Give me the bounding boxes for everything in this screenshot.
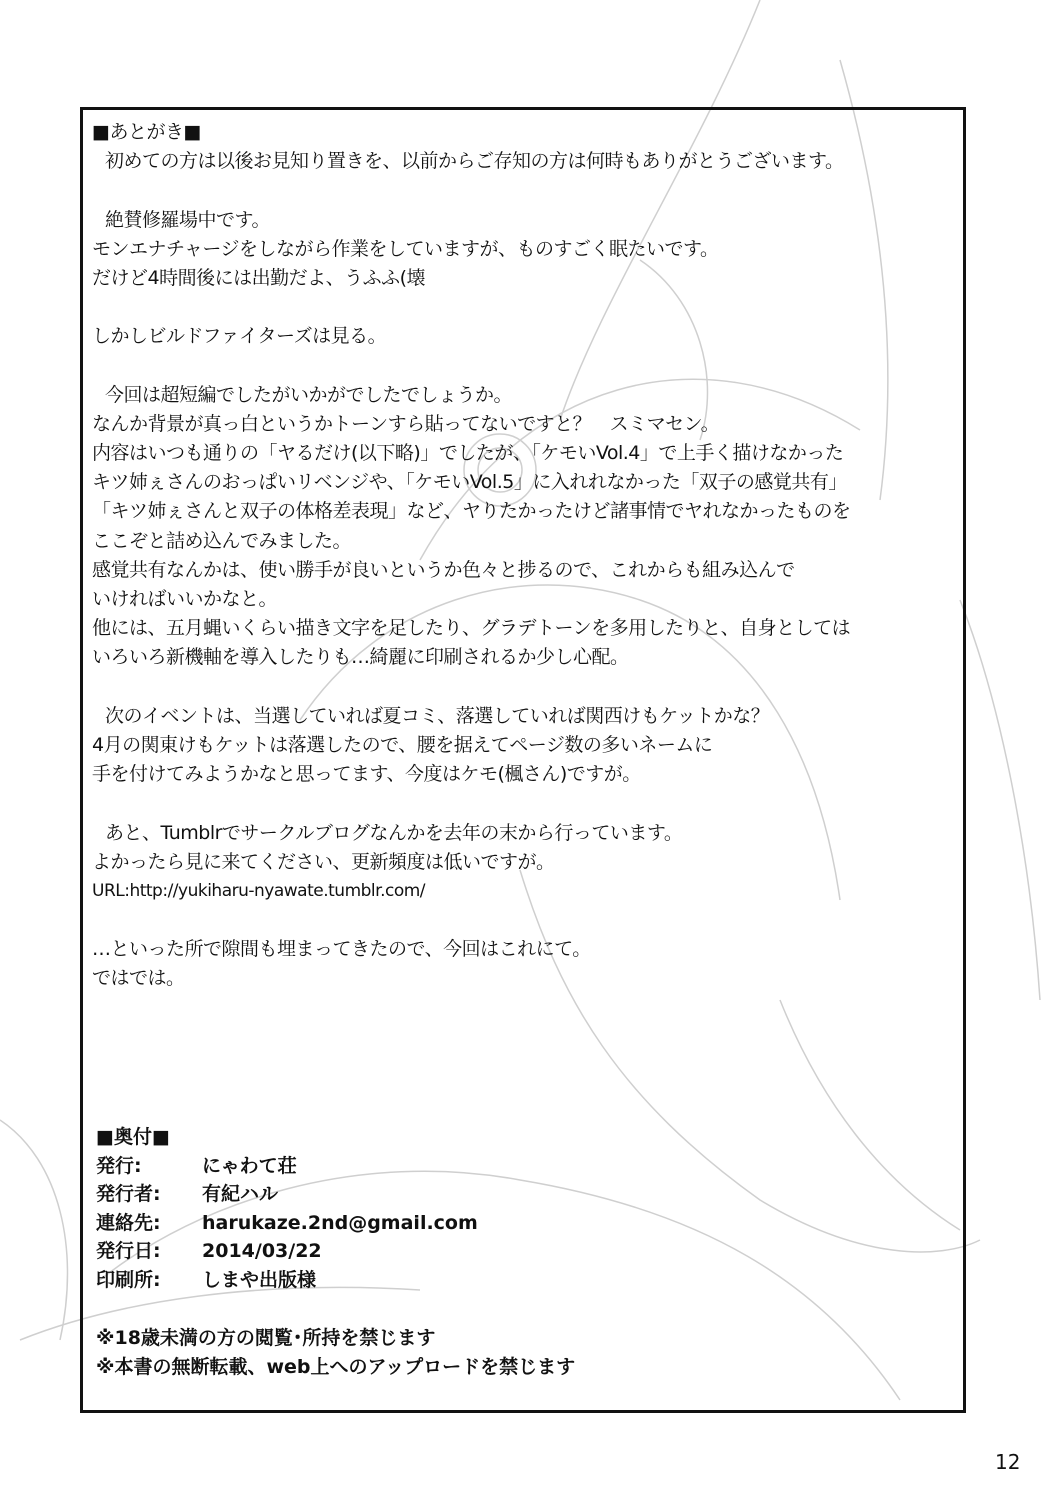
- afterword-line: いろいろ新機軸を導入したりも…綺麗に印刷されるか少し心配。: [92, 646, 629, 669]
- afterword-line: 4月の関東けもケットは落選したので、腰を据えてページ数の多いネームに: [92, 733, 713, 756]
- afterword-line: いければいいかなと。: [92, 588, 278, 610]
- reproduction-warning: ※本書の無断転載、web上へのアップロードを禁じます: [96, 1356, 576, 1378]
- colophon-row-contact: [96, 1209, 478, 1238]
- afterword-line: 絶賛修羅場中です。: [105, 208, 270, 231]
- colophon-row-publisher: [96, 1152, 478, 1181]
- colophon-value: にゃわて荘: [202, 1154, 297, 1177]
- colophon-value: 2014/03/22: [202, 1240, 322, 1263]
- colophon-row-author: [96, 1180, 478, 1209]
- afterword-line: だけど4時間後には出勤だよ、うふふ(壊: [92, 266, 426, 289]
- colophon-section: [96, 1123, 478, 1295]
- age-warning: ※18歳未満の方の閲覧･所持を禁じます: [96, 1327, 436, 1349]
- colophon-heading: ■奥付■: [96, 1126, 170, 1148]
- colophon-label: 連絡先:: [96, 1211, 161, 1234]
- afterword-line: ここぞと詰め込んでみました。: [92, 529, 352, 552]
- afterword-section: [92, 118, 952, 994]
- afterword-line: 感覚共有なんかは、使い勝手が良いというか色々と捗るので、これからも組み込んで: [92, 558, 795, 581]
- blog-url: URL:http://yukiharu-nyawate.tumblr.com/: [92, 880, 426, 901]
- afterword-line: なんか背景が真っ白というかトーンすら貼ってないですと？ スミマセン。: [92, 412, 720, 435]
- colophon-label: 発行者:: [96, 1183, 161, 1206]
- colophon-row-date: [96, 1237, 478, 1266]
- afterword-line: 今回は超短編でしたがいかがでしたでしょうか。: [105, 383, 513, 406]
- afterword-line: あと、Tumblrでサークルブログなんかを去年の末から行っています。: [105, 821, 683, 844]
- afterword-line: よかったら見に来てください、更新頻度は低いですが。: [92, 850, 555, 873]
- colophon-label: 発行:: [96, 1154, 142, 1177]
- colophon-label: 印刷所:: [96, 1268, 161, 1291]
- page-number: 12: [995, 1450, 1021, 1474]
- warnings: [96, 1324, 575, 1382]
- afterword-line: 他には、五月蝿いくらい描き文字を足したり、グラデトーンを多用したりと、自身としては: [92, 617, 851, 640]
- colophon-value: しまや出版様: [202, 1268, 317, 1291]
- afterword-line: キツ姉ぇさんのおっぱいリベンジや、「ケモいVol.5」に入れれなかった「双子の感覚共有」: [92, 471, 847, 494]
- afterword-line: 次のイベントは、当選していれば夏コミ、落選していれば関西けもケットかな？: [105, 704, 770, 727]
- afterword-line: モンエナチャージをしながら作業をしていますが、ものすごく眠たいです。: [92, 237, 719, 260]
- colophon-value: harukaze.2nd@gmail.com: [202, 1211, 478, 1234]
- afterword-heading: ■あとがき■: [92, 121, 201, 143]
- afterword-line: 初めての方は以後お見知り置きを、以前からご存知の方は何時もありがとうございます。: [105, 150, 844, 173]
- afterword-line: 手を付けてみようかなと思ってます、今度はケモ(楓さん)ですが。: [92, 763, 641, 786]
- afterword-line: 「キツ姉ぇさんと双子の体格差表現」など、ヤりたかったけど諸事情でヤれなかったものを: [92, 500, 851, 523]
- colophon-value: 有紀ハル: [202, 1183, 279, 1206]
- afterword-line: しかしビルドファイターズは見る。: [92, 325, 387, 348]
- afterword-line: ではでは。: [92, 967, 185, 990]
- colophon-label: 発行日:: [96, 1240, 161, 1263]
- afterword-line: 内容はいつも通りの「ヤるだけ(以下略)」でしたが、「ケモいVol.4」で上手く描けなかった: [92, 442, 844, 465]
- afterword-line: …といった所で隙間も埋まってきたので、今回はこれにて。: [92, 938, 591, 961]
- colophon-row-printer: [96, 1266, 478, 1295]
